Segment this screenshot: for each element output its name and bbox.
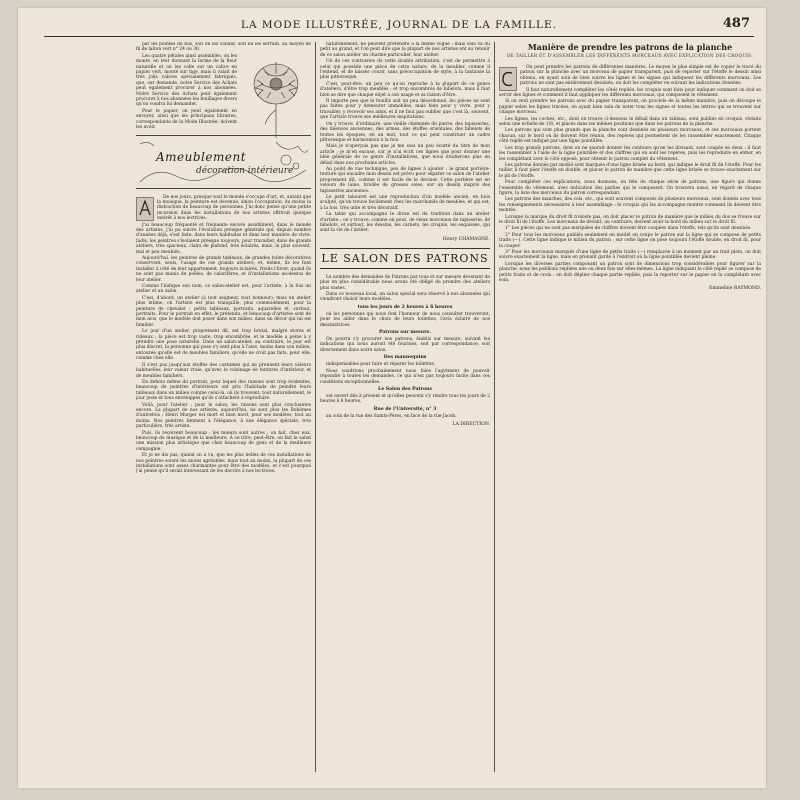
section-subheading: Patrons sur mesure.: [378, 330, 432, 336]
paragraph: Voilà, pour l'atelier ; pour le salon, les raisons sont plus concluantes encore. La plupart de nos artistes, aujourd'hui, ne sont plus les Bohèmes d'autrefois : Henri Murger est mort et bien mort, pour ses modèles, tout au moins. Nos peintres tiennent à l'élégance, à une élégance spéciale, très particulière, très artiste.: [136, 402, 311, 430]
paragraph: Le jour d'un atelier, proprement dit, est trop brutal, malgré stores et rideaux ; la pièce est trop vaste, trop encombrée, et le modèle a peine à y prendre une pose naturelle. Dans un salon-atelier, au contraire, le jour est plus discret, la personne qui pose s'y sent plus à l'aise, moins dans son milieu, entourée qu'elle est de meubles familiers, qu'elle ne croit pas faits, pour elle, comme chez elle.: [136, 329, 311, 362]
page-header: [44, 14, 754, 37]
journal-title: LA MODE ILLUSTRÉE, JOURNAL DE LA FAMILLE.: [241, 19, 557, 31]
paragraph: Les patrons des manches, des cols, etc., qui sont souvent composés de plusieurs morceaux, sont donnés avec tous les renseignements nécessaires à leur assemblage : le croquis qui les accompagne montre comment ils doivent être montés.: [499, 197, 761, 214]
paragraph: Mais je n'aperçois pas que je me suis un peu écarté du titre de mon article ; je m'en excuse, car je n'ai écrit ces lignes que pour donner une idée générale de ce genre d'installations, que nous étudierons plus en détail dans nos prochains articles.: [320, 144, 490, 166]
paragraph: 3° Pour les morceaux marqués d'une ligne de petits traits (—) remplacée à un moment par un trait plein, on doit suivre exactement la ligne, mais en prenant garde à l'endroit où la ligne pointillée devient pleine.: [499, 250, 761, 261]
paragraph: indispensables pour faire et réparer les toilettes.: [326, 362, 436, 368]
magazine-page: [18, 8, 766, 788]
flower-illustration: [241, 54, 311, 140]
paragraph: La table qui accompagne le divan est de tradition dans un atelier d'artiste ; on y trouve, comme on peut, de vieux morceaux de tapisserie, de bibelots, et surtout, les dessins, les carnets, les croquis, les esquisses, qui sont la vie de l'atelier.: [320, 212, 490, 234]
paragraph: 2° Pour tous les morceaux publiés seulement en moitié on coupe le patron sur la ligne qui se compose de petits traits (—). Cette ligne indique le milieu du patron ; sur cette ligne on pose toujours l'étoffe double, en droit fil, pour la couper.: [499, 232, 761, 249]
paragraph: Nous voudrions prochainement nous faire l'agrément de pouvoir répondre à toutes les demandes, ce qui n'est pas toujours facile dans ces conditions exceptionnelles.: [320, 368, 490, 385]
section-subheading: tous les jours de 2 heures à 6 heures: [357, 304, 453, 310]
paragraph: On peut prendre les patrons de différentes manières. Le moyen le plus simple est de copier le tracé du patron sur la planche avec un morceau de papier transparent, puis de reporter sur l'étoffe le dessin ainsi obtenu, en ayant soin de bien suivre les lignes et les signes qui indiquent les différents morceaux. Les patrons ne sont pas entièrement dessinés, on doit les compléter en suivant les indications données.: [520, 65, 761, 87]
paragraph: Lorsque les diverses parties composant un patron sont de dimensions trop considérables pour figurer sur la planche, nous les publions repliées une ou deux fois sur elles-mêmes. La ligne indiquant le côté replié se compose de petits traits et de croix : on doit déplier chaque partie repliée, puis la reporter sur le papier en la complétant avec soin.: [499, 261, 761, 284]
paragraph: Les lignes, les coches, etc., dont on trouve ci-dessous le détail dans un tableau, sont publiés en croquis, réduits selon une échelle de 1/8, et placés dans les mêmes positions que dans les patrons de la planche.: [499, 116, 761, 128]
paragraph: au coin de la rue des Saints-Pères, en face de la rue Jacob.: [326, 413, 457, 419]
paragraph: Et je ne dis pas, quand on a vu, que les plus belles de ces installations de nos peintres soient les moins agréables, mais tout au moins, la plupart de ces installations sont assez charmantes pour être des modèles, et c'est pourquoi j'ai pensé qu'il serait intéressant de les décrire à nos lectrices.: [136, 453, 311, 475]
paragraph: Dans ce nouveau local, un salon spécial sera réservé à nos abonnées qui viendront choisir leurs modèles.: [320, 292, 490, 303]
paragraph: Les patrons qui sont plus grands que la planche sont dessinés en plusieurs morceaux, et ces morceaux portent chacun, sur le bord où ils doivent être réunis, des repères qui permettent de les rassembler exactement. Chaque côté replié est indiqué par une ligne pointillée.: [499, 128, 761, 145]
section-subheading: Le Salon des Patrons: [378, 386, 432, 392]
paragraph: Les patrons donnés par moitié sont marqués d'une ligne brisée au bord, qui indique le droit fil de l'étoffe. Pour les tailler, il faut plier l'étoffe en double, et placer le patron de manière que cette ligne brisée se trouve exactement sur le pli de l'étoffe.: [499, 162, 761, 179]
paragraph: Comme l'indique son nom, ce salon-atelier est, pour l'artiste, à la fois un atelier et un salon.: [136, 284, 311, 295]
paragraph: Il faut naturellement compléter les côtés repliés, les croquis sont faits pour indiquer comment on doit se servir des lignes et comment il faut appliquer les différents morceaux, qui composent le vêtement.: [499, 87, 761, 99]
paragraph: est ouvert dès à présent et qu'elles peuvent s'y rendre tous les jours de 2 heures à 6 heures,: [320, 393, 490, 405]
column-rule: [494, 42, 495, 772]
direction-signature: LA DIRECTION.: [452, 422, 490, 428]
paragraph: Il s'est pas jusqu'aux étoffes des costumes qui ne prennent leurs valeurs habituelles, leur valeur vraie, qu'avec le voisinage de tentures d'intérieur, et de meubles familiers.: [136, 362, 311, 379]
column-middle: [320, 42, 490, 778]
column-rule: [315, 42, 316, 772]
paragraph: C'est, d'abord, un atelier (à tout seigneur, tout honneur); mais un atelier plus intime, où l'artiste est plus tranquille, plus commodément, pour la peinture de chevalet : petits tableaux, portraits, aquarelles et, surtout, portraits. Pour le portrait en effet, le prétendu, et beaucoup d'artistes sont de mon avis, que le modèle doit poser dans son milieu, dans un décor qui lui est familier.: [136, 295, 311, 328]
article-subtitle: DE TAILLER ET D'ASSEMBLER LES DIFFÉRENTS MORCEAUX AVEC EXPLICATION DES CROQUIS.: [506, 54, 754, 59]
paragraph: Aujourd'hui, les peintres de grands tableaux, de grandes toiles décoratives conservent, seuls, l'usage de ces grands ateliers; et, même, ils les font installer à côté de leur appartement, toujours éclairés, froids l'hiver, quand ils ne sont pas munis de poêles, de calorifères, et d'installations au-dessus de leur atelier.: [136, 255, 311, 283]
section-subheading: Rue de l'Université, n° 3: [373, 406, 437, 412]
paragraph: Puis, ils reçoivent beaucoup ; les mœurs sont autres ; on fait, chez eux, beaucoup de musique et de la meilleure. A ce titre, peut-être, on fait le salon une mission plus artistique que chez beaucoup de gens et de la meilleure compagnie.: [136, 430, 311, 452]
drop-cap-illustration: [136, 197, 154, 221]
drop-cap-illustration: [499, 67, 517, 91]
paragraph: C'est, peut-être, un peu ce qu'on reproche à la plupart de ce genre d'ateliers, d'être trop meublés : et trop encombrés de bibelots, mais il faut bien se dire que chaque objet a son usage et sa raison d'être.: [320, 81, 490, 98]
paragraph: J'ai beaucoup fréquenté et fréquente encore assidûment, dans le monde des artistes, j'ai pu suivre l'évolution presque générale qui, depuis nombre d'années déjà, s'est faite, dans leurs habitudes et dans leur manière de vivre. Jadis, les peintres s'isolaient presque toujours, pour travailler, dans de grands ateliers, très spacieux, clairs de plafond, très éclairés, mais, la plus souvent, mal et peu meublés.: [136, 222, 311, 255]
paragraph: Pour le papier, on peut également en envoyer, ainsi que les principaux libraires, correspondants de la Mode Illustrée, doivent les avoir.: [136, 108, 237, 131]
paragraph: Les trop grands patrons, dont on ne saurait donner les contours qu'en les divisant, sont coupés en deux : il faut les rassembler à l'aide de la ligne pointillée et des chiffres qui en sont les repères, puis les reproduire en entier, en les complétant avec le côté opposé, pour obtenir le patron complet du vêtement.: [499, 145, 761, 162]
paragraph: Au point de vue technique, peu de lignes à ajouter : le grand portière-tenture qui encadre mon dessin est prévu pour séparer ce salon de l'atelier proprement dit, comme il est facile de le deviner. Cette portière est en velours de laine, brodée de grosses soies, sur un dessin inspiré des tapisseries anciennes.: [320, 166, 490, 194]
paragraph: En dehors même du portrait, pour lequel des raisons sont trop évidentes, beaucoup de peintres d'intérieurs ont pris l'habitude de peindre leurs tableaux dans un milieu comme celui-là, où ils trouvent, tout naturellement, le jour juste et tous enveloppés qu'ils s'attachent à reproduire.: [136, 379, 311, 402]
ornament-title: Ameublement: [156, 149, 247, 164]
ameublement-ornament-header: [136, 135, 311, 189]
section-subheading: Des mannequins: [383, 355, 427, 361]
paragraph: De nos jours, presque tout le monde s'occupe d'art, et, autant que la musique, la peinture est devenue, sinon l'occupation, du moins la distraction de beaucoup de personnes. J'ai donc pensé qu'une petite incursion dans les installations de nos artistes offrirait quelque intérêt à nos lectrices.: [157, 194, 311, 222]
author-signature: Emmeline RAYMOND.: [709, 286, 761, 292]
column-right: [499, 42, 761, 778]
paragraph: On pourra s'y procurer nos patrons, établis sur mesure, suivant les indications qui nous auront été fournies, soit par correspondance, soit directement dans notre salon.: [320, 337, 490, 353]
ornament-subtitle: décoration intérieure: [196, 165, 294, 176]
page-number: 487: [722, 16, 750, 31]
paragraph: Le nombre des demandes de Patrons par tous et sur mesure devenant de plus en plus considérable nous avons été obligé de prendre des ateliers plus vastes.: [320, 274, 490, 291]
author-signature: Henry CHAMAGNE.: [442, 236, 490, 242]
paragraph: où les personnes qui nous font l'honneur de nous consulter trouveront, pour les aider dans le choix de leurs toilettes, l'avis éclairé de nos dessinatrices.: [320, 311, 490, 328]
paragraph: On y trouve, d'ordinaire, une vieille cheminée de pierre, des tapisseries, des faïences anciennes, des armes, des étoffes orientales, des bibelots de toutes les époques, en un mot, tout ce qui peut constituer un cadre pittoresque et harmonieux à la fois.: [320, 121, 490, 143]
paragraph: par les pointes du bas, soit en les collant, soit en les serrant, au moyen de fil de laiton vert n° 24 ou 30.: [136, 42, 311, 53]
article-title: Manière de prendre les patrons de la planche: [527, 42, 733, 52]
paragraph: 1° Les pièces qui ne sont pas marquées de chiffres doivent être coupées dans l'étoffe, tels qu'ils sont dessinés.: [505, 226, 752, 232]
paragraph: Si on veut prendre les patrons avec du papier transparent, on procède de la même manière, puis on découpe le papier selon les lignes tracées, en ayant bien soin de noter tous les signes et toutes les lettres qui se trouvent sur chaque morceau.: [499, 99, 761, 116]
paragraph: Lorsque la marque du droit fil n'existe pas, on doit placer le patron de manière que le milieu du dos se trouve sur le droit fil de l'étoffe. Les morceaux de devant, au contraire, doivent avoir le bord du milieu sur le droit fil.: [499, 214, 761, 225]
column-left: [136, 42, 311, 778]
paragraph: Le petit tabouret est une reproduction d'un modèle ancien, en bois sculpté, qu'on trouve facilement chez les marchands de meubles, et qui est, à la fois, très utile et très décoratif.: [320, 194, 490, 211]
paragraph: Les quatre pétales ainsi assemblés, on les monte, en leur donnant la forme de la fleur naturelle et on les colle sur un calice en papier vert, monté sur tige, mais il valait de très jolis calices spécialement fabriqués, que, sur demande, notre Service des Achats peut également procurer à nos abonnées. Notre Service des Achats peut également procurer à nos abonnées les feuillages divers qu'on voudra lui demander.: [136, 53, 237, 108]
section-title: LE SALON DES PATRONS: [320, 248, 490, 269]
paragraph: Un de ces contrastes de cette double attribution, c'est de permettre à celui qui possède une pièce de cette nature, de la meubler, comme il l'entend, et de laisser courir, sans préoccupation de style, à la fantaisie la plus pittoresque.: [320, 59, 490, 81]
paragraph: naturellement, ne peuvent prétendre à la même vogue : mais cela va du petit au grand, et l'on peut dire que la plupart de nos artistes ont su retenir de ce salon-atelier un charme particulier, leur atelier.: [320, 42, 490, 58]
paragraph: Il importe peu que le fouillis soit un peu désordonné, les pièces ne sont pas faites pour y demeurer immobiles, mais bien pour y vivre, pour y travailler, y recevoir ses amis, et il ne faut pas oublier que c'est là, souvent, que l'artiste trouve ses meilleures inspirations.: [320, 99, 490, 121]
paragraph: Pour compléter ces explications, nous donnons, en tête de chaque série de patrons, une figure qui donne l'ensemble du vêtement, avec indication des parties qui le composent. On trouvera aussi, en regard de chaque figure, la liste des morceaux du patron correspondant.: [499, 180, 761, 196]
